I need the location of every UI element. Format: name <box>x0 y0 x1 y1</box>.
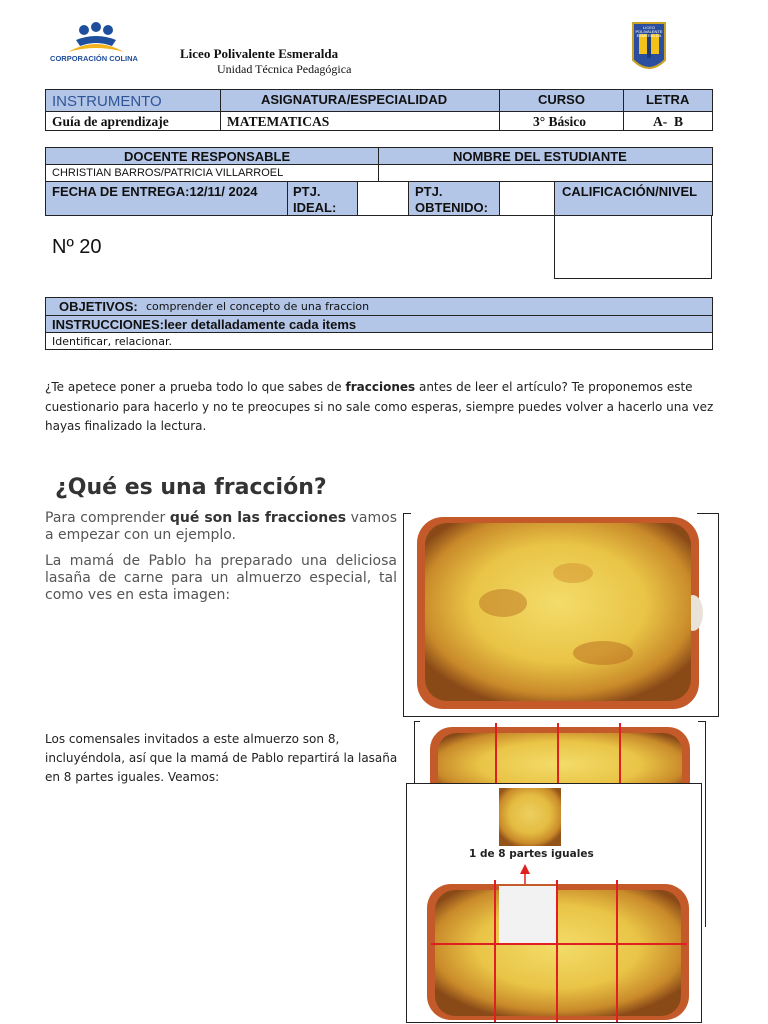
ptj-obtenido-label: PTJ. OBTENIDO: <box>408 181 500 216</box>
objetivos-row: OBJETIVOS: comprender el concepto de una fraccion <box>45 297 713 316</box>
unit-name: Unidad Técnica Pedagógica <box>217 62 352 76</box>
header-instrumento: INSTRUMENTO <box>45 89 221 112</box>
paragraph-lasagna: La mamá de Pablo ha preparado una deliciosa lasaña de carne para un almuerzo especial, tal como ves en esta imagen: <box>45 553 397 603</box>
header-docente: DOCENTE RESPONSABLE <box>45 147 379 165</box>
calificacion-label: CALIFICACIÓN/NIVEL <box>554 181 713 216</box>
ptj-ideal-label: PTJ. IDEAL: <box>287 181 358 216</box>
instrucciones-row: INSTRUCCIONES:leer detalladamente cada items <box>45 315 713 333</box>
section-title: ¿Qué es una fracción? <box>55 475 327 500</box>
header-asignatura: ASIGNATURA/ESPECIALIDAD <box>220 89 500 112</box>
calificacion-field[interactable] <box>554 215 712 279</box>
identificar-row: Identificar, relacionar. <box>45 332 713 350</box>
header-curso: CURSO <box>499 89 624 112</box>
ptj-obtenido-field[interactable] <box>499 181 555 216</box>
corporacion-colina-logo <box>46 18 142 76</box>
value-asignatura: MATEMATICAS <box>220 111 500 131</box>
header-letra: LETRA <box>623 89 713 112</box>
piece-caption: 1 de 8 partes iguales <box>469 848 594 860</box>
header-estudiante: NOMBRE DEL ESTUDIANTE <box>378 147 713 165</box>
fecha-entrega: FECHA DE ENTREGA:12/11/ 2024 <box>45 181 288 216</box>
crest-text: LICEO POLIVALENTE ESMERALDA <box>635 25 663 38</box>
lasagna-piece-photo <box>406 783 702 1023</box>
value-instrumento: Guía de aprendizaje <box>45 111 221 131</box>
paragraph-comensales: Los comensales invitados a este almuerzo son 8, incluyéndola, así que la mamá de Pablo repartirá la lasaña en 8 partes iguales. Veamos: <box>45 732 398 784</box>
student-name-field[interactable] <box>378 164 713 182</box>
org-logo-text: CORPORACIÓN COLINA <box>50 54 138 63</box>
guide-number: Nº 20 <box>52 236 102 258</box>
school-name: Liceo Polivalente Esmeralda <box>180 46 339 61</box>
intro-paragraph: ¿Te apetece poner a prueba todo lo que sabes de fracciones antes de leer el artículo? Te proponemos este cuestionario para hacerlo y no te preocupes si no sale como esperas, siempre puedes volver a hacerlo una vez hayas finalizado la lectura. <box>45 380 714 433</box>
school-crest <box>630 20 668 78</box>
value-letra: A- B <box>623 111 713 131</box>
ptj-ideal-field[interactable] <box>357 181 409 216</box>
value-docente: CHRISTIAN BARROS/PATRICIA VILLARROEL <box>45 164 379 182</box>
paragraph-comprender: Para comprender qué son las fracciones vamos a empezar con un ejemplo. <box>45 510 398 543</box>
value-curso: 3° Básico <box>499 111 624 131</box>
lasagna-photo <box>403 513 719 717</box>
